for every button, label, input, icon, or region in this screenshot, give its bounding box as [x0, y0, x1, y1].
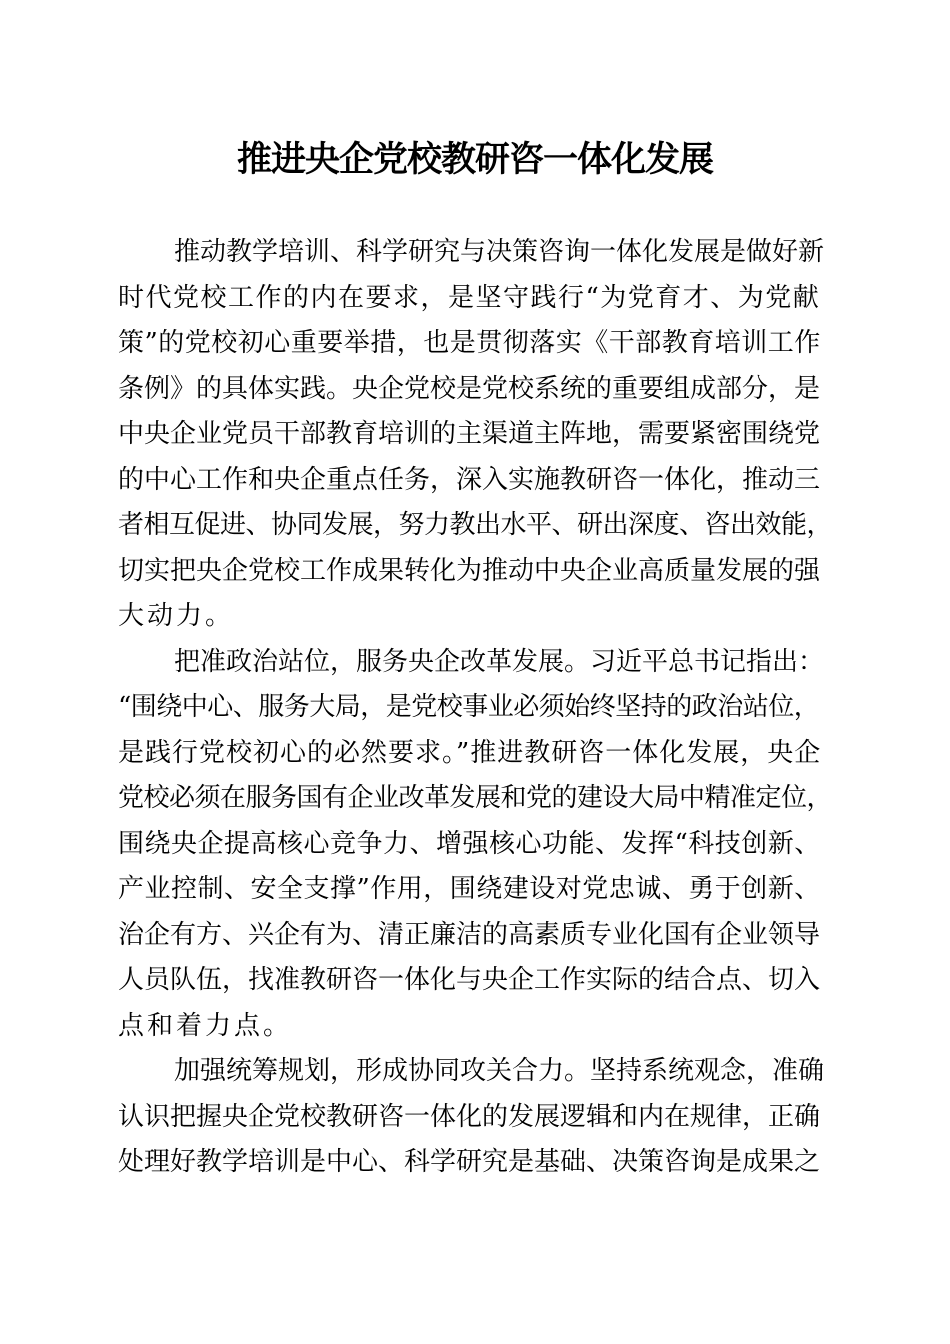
body-text-line: 是践行党校初心的必然要求。”推进教研咨一体化发展，央企: [118, 737, 822, 768]
body-text-line: 加强统筹规划，形成协同攻关合力。坚持系统观念，准确: [174, 1056, 825, 1086]
body-text-line: 大动力。: [118, 601, 235, 631]
body-text-line: 策”的党校初心重要举措，也是贯彻落实《干部教育培训工作: [118, 328, 821, 358]
body-text-line: 认识把握央企党校教研咨一体化的发展逻辑和内在规律，正确: [118, 1101, 821, 1132]
body-text-line: 推动教学培训、科学研究与决策咨询一体化发展是做好新: [174, 237, 825, 267]
body-text-line: 中央企业党员干部教育培训的主渠道主阵地，需要紧密围绕党: [118, 419, 821, 449]
document-body: [118, 230, 832, 1186]
body-text-line: 围绕央企提高核心竞争力、增强核心功能、发挥“科技创新、: [118, 828, 821, 859]
body-text-line: 时代党校工作的内在要求，是坚守践行“为党育才、为党献: [118, 282, 821, 313]
body-text-line: 的中心工作和央企重点任务，深入实施教研咨一体化，推动三: [118, 464, 821, 495]
body-text-line: 把准政治站位，服务央企改革发展。习近平总书记指出：: [174, 646, 825, 677]
body-text-line: 条例》的具体实践。央企党校是党校系统的重要组成部分，是: [118, 373, 821, 404]
body-text-line: 切实把央企党校工作成果转化为推动中央企业高质量发展的强: [118, 555, 821, 586]
body-text-line: 产业控制、安全支撑”作用，围绕建设对党忠诚、勇于创新、: [118, 874, 821, 904]
body-text-line: 点和着力点。: [118, 1010, 293, 1041]
body-text-line: 人员队伍，找准教研咨一体化与央企工作实际的结合点、切入: [118, 965, 821, 995]
document-title: 推进央企党校教研咨一体化发展: [236, 139, 713, 180]
body-text-line: 治企有方、兴企有为、清正廉洁的高素质专业化国有企业领导: [118, 919, 821, 950]
body-text-line: “围绕中心、服务大局，是党校事业必须始终坚持的政治站位，: [118, 692, 820, 722]
body-text-line: 党校必须在服务国有企业改革发展和党的建设大局中精准定位，: [118, 783, 833, 813]
body-text-line: 处理好教学培训是中心、科学研究是基础、决策咨询是成果之: [118, 1147, 821, 1177]
body-text-line: 者相互促进、协同发展，努力教出水平、研出深度、咨出效能，: [118, 510, 833, 540]
